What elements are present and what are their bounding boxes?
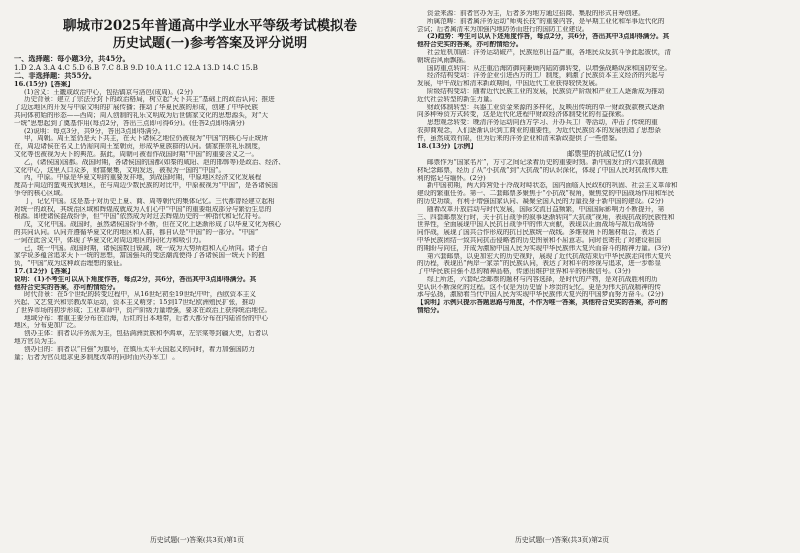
left-text-line: 二、非选择题：共55分。 <box>14 72 96 81</box>
left-text-line: 对统一的政权，其统治区域和辉煌成就成为人们心中“中国”的重要组成部分与繁衍生息的 <box>14 205 272 213</box>
right-text-line: 随着改革开放启动与时代发展，国际交流日益频繁，中国国际影响力不断提升，第 <box>427 205 665 213</box>
right-text-line: 新中国初期，两大阵营处于冷战对峙状态，国内面临人民政权的巩固、社会主义革命和 <box>427 182 678 190</box>
right-text-line: 第六套邮票，以更加宏大的历史视野，展现了近代抗战结束后中华民族走向伟大复兴 <box>427 252 671 260</box>
left-text-line: 兴起、文艺复兴和宗教改革运动，资本主义萌芽；15到17世纪欧洲殖民扩张，推动 <box>14 299 255 307</box>
right-text-line: 阶级结构变动：随着近代民族工业的发展，民族资产阶级和产业工人逐渐成为推动 <box>427 87 665 95</box>
left-column <box>14 14 406 361</box>
left-text-line: 16.(15分)【答案】 <box>14 80 74 88</box>
page-footer-left: 历史试题(一)答案(共3页)第1页 <box>150 536 245 544</box>
right-text-line: 的历史功绩，有利于增强国家认同、凝聚全国人民的力量投身于新中国的建设。(2分) <box>417 197 664 205</box>
right-text-line: 向多种筹资方式转变，这是近代化进程中财政经济体制变化的有益探索。 <box>417 111 628 119</box>
left-text-line: 度高于周边的蛮夷戎狄地区，在与周边少数民族的对比中，中原被视为“中国”，是各诸侯国 <box>14 182 278 190</box>
left-text-line: 17.(12分)【答案】 <box>14 267 74 275</box>
left-text-line: 时代背景：在5个世纪的转变过程中，从16世纪初至19世纪中叶，西欧资本主义 <box>24 291 256 299</box>
right-text-line: 承与弘扬，激励着当代中国人民为实现中华民族伟大复兴的中国梦而努力奋斗。(2分) <box>417 291 664 299</box>
right-column <box>417 10 792 315</box>
left-text-line: 创办目的：前者以“自强”为旗号，在镇压太平天国起义的同时，着力加强国防力 <box>24 345 255 353</box>
left-text-line: 负，“中国”成为这种政治理想的象征。 <box>14 260 127 268</box>
right-text-line: 世界性，全面展现中国人民抗日战争中的伟大贡献，表现以正面战场与敌后战场协 <box>417 221 655 229</box>
left-answer-body <box>14 55 406 361</box>
right-text-line: 所属范畴：前者属洋务运动“师夷长技”的重要内容，是早期工业化和军事近代化的 <box>427 17 665 25</box>
right-text-line: 情给分。 <box>417 307 444 315</box>
left-text-line: 文化等也被视为天下的典范。据此，周朝可被看作战国时期“中国”的重要含义之一。 <box>14 150 259 158</box>
right-text-line: 件，虽然成效有限，但为后来的洋务企业和清末新政提供了一些借鉴。 <box>417 134 622 142</box>
right-text-line: 同作战，展现了国共合作形成的抗日民族统一战线。多维视角下的题材组合，表达了 <box>417 229 661 237</box>
right-text-line: 朝统治风雨飘摇。 <box>417 56 470 64</box>
left-text-line: 地方官员为主。 <box>14 338 61 346</box>
right-text-line: 利的铭记与缅怀。(2分) <box>417 174 486 182</box>
page-footer-right: 历史试题(一)答案(共3页)第2页 <box>515 536 610 544</box>
left-text-line: 甲，周朝。周王室仍是天下共主，在天下诸侯之地位仍被视为“中国”的核心与正统所 <box>24 135 269 143</box>
right-text-line: 思想观念转变：晚清洋务运动向西方学习、开办兵工厂等活动，冲击了传统的重 <box>427 119 658 127</box>
left-text-line: 地区，分布更加广泛。 <box>14 322 80 330</box>
left-text-line: 他符合史实的答案，亦可酌情给分。 <box>14 283 120 291</box>
left-text-line: 争夺的核心区域。 <box>14 189 67 197</box>
left-text-line: 了世界市场的初步形成；工业革命中，资产阶级力量增强，要求在政治上获得统治地位。 <box>14 306 272 314</box>
right-text-line: 邮票里的抗战记忆(1分) <box>567 150 642 159</box>
left-text-line: 量；后者为官员追求更多制度改革的同时而兴办军工厂。 <box>14 353 179 361</box>
left-text-line: 的共同认同。认同并遵循华夏文化的地区和人群，都自认是“中国”的一部分。“中国” <box>14 228 259 236</box>
right-text-line: 18.(13分)【示例】 <box>417 142 477 150</box>
right-text-line: 材纪念邮票，经历了从“小抗战”到“大抗战”的认识深化，体现了中国人民对抗战伟大胜 <box>417 166 668 174</box>
right-text-line: 建设的繁重任务。第一、二套邮票多聚焦于“小抗战”视角，聚焦党的中国战场作用和军民 <box>417 190 675 198</box>
right-text-line: 农抑商观念，人们逐渐认识到工商业的重要性，为近代民族资本的发展创造了思想条 <box>417 126 661 134</box>
left-text-line: 丙，中原。中原是华夏文明的重要发祥地，到战国时期，中原地区经济文化发展程 <box>24 174 262 182</box>
left-text-line: 1.D 2.A 3.A 4.C 5.D 6.B 7.C 8.B 9.D 10.A 11.C 12.A 13.D 14.C 15.B <box>14 63 258 72</box>
left-text-line: 一、选择题：每小题3分，共45分。 <box>14 55 130 63</box>
left-text-line: 乙，(诸侯国)国都。战国时期，各诸侯国的国都(如秦的咸阳、赵的邯郸等)是政治、经济、 <box>24 158 285 166</box>
right-text-line: 近代社会转型的新生力量。 <box>417 95 497 103</box>
right-text-line: 财政体制转型：兵器工业资金来源的多样化，反映出传统的单一财政拨款模式逐渐 <box>427 103 665 111</box>
document-subtitle: 历史试题(一)参考答案及评分说明 <box>112 36 308 51</box>
right-text-line: 发展，甲午战后和清末新政期间，中国近代工业获得较快发展。 <box>417 80 602 88</box>
left-text-line: 丁，记忆中国。这是基于对历史上夏、商、周等朝代的集体记忆。三代都曾经建立起相 <box>24 197 275 205</box>
left-text-line: (2)说明：每点3分，共9分，答出3点即得满分。 <box>24 127 165 135</box>
left-text-line: 一词在此含义中，体现了华夏文化对周边地区的同化力和吸引力。 <box>14 236 206 244</box>
right-text-line: 他符合史实的答案，亦可酌情给分。 <box>417 41 523 49</box>
left-text-line: 了边远地区的开发与中原文明的扩展传播；推动了华夏民族的形成，创建了中华民族 <box>14 104 258 112</box>
right-text-line: 社会危机加剧：洋务运动破产，民族危机日益严重，各地民众反抗斗争此起彼伏，清 <box>427 48 671 56</box>
right-text-line: 了中华民族自强不息的精神品格，传递出维护世界和平的积极信号。(3分) <box>417 268 631 276</box>
left-text-line: 家学说多蕴含追求天下一统的思想，富国强兵的变法潮流使得了各诸侯国一统天下的抱 <box>14 252 265 260</box>
left-text-line: 说明：(1)不考生可以从下角度作答，每点2分，共6分，答出其中3点即得满分。其 <box>14 275 257 283</box>
right-text-line: 的历程，表现出“两岸一家亲”的民族认同，表达了对和平的珍视与追求，进一步彰显 <box>417 260 662 268</box>
right-text-line: 三、四套邮票发行时，关于抗日战争的叙事逐渐转向“大抗战”视角，表现抗战的民族性和 <box>417 213 675 221</box>
left-text-line: 戊，文化中国。战国时，虽然诸侯国纷争不断，但在文化上逐渐形成了以华夏文化为核心 <box>24 221 282 229</box>
right-text-line: 资金来源：前者官办为主，后者多为地方通过招商、集股的形式自筹创建。 <box>427 10 645 17</box>
left-text-line: 共同体初始的形态——西周；周人创制的礼乐文明成为后世儒家文化的思想源头，对“大 <box>14 111 268 119</box>
right-text-line: 综上所述，六套纪念邮票的题材与内容选择，是时代的产物，是对抗战胜利的历 <box>427 275 658 283</box>
right-text-line: 中华民族团结一致共同抗击侵略者的历史图景和不屈意志。同时也寄托了对建设祖国 <box>417 236 661 244</box>
left-text-line: 历史背景：建立了宗法分封下的政治格局，树立起“天下共主”基础上的政治认同；推进 <box>24 96 275 104</box>
left-text-line: 文化中心，这里人口众多，财富聚集，文明发达，被视为一国的“中国”。 <box>14 166 226 174</box>
right-text-line: 【说明】示例只提示答题思路与角度，不作为唯一答案，其他符合史实的答案，亦可酌 <box>417 299 668 307</box>
left-text-line: 在，周边诸侯在名义上仍需向周王室朝贡，形成华夏族群的认同。儒家推崇礼乐制度， <box>14 143 265 151</box>
right-text-line: 史认识不断深化的过程。这不仅是为历史留下珍贵的记忆，更是为伟大抗战精神的传 <box>417 283 661 291</box>
left-text-line: 根源。即使诸侯混战纷争，但“中国”依然成为对过去辉煌历史的一种指代和记忆符号。 <box>14 213 265 221</box>
right-answer-body <box>417 10 792 315</box>
right-text-line: 国防重点转向：从注重沿海防御向兼顾内陆防御转变，以增强战略纵深和国防安全。 <box>427 64 671 72</box>
left-text-line: 地域分布：着重主要分布在沿海，后红的日本地带，后者大都分布在内陆省份的中心 <box>24 314 268 322</box>
right-text-line: (2)趋势：考生可以从下述角度作答，每点2分，共6分，答出其中3点即得满分。其 <box>427 33 670 41</box>
right-text-line: 的期盼与向往，并成为激励中国人民为实现中华民族伟大复兴而奋斗的精神力量。(3分) <box>417 244 671 252</box>
right-text-line: 邮票作为“国家名片”，方寸之间记录着历史的重要时刻。新中国发行的六套抗战题 <box>427 158 665 166</box>
left-text-line: 一统”思想起到了奠基作用(每点2分，答出三点即可得6分)。(任答2点即得满分) <box>14 119 245 127</box>
right-text-line: 经济结构变动：洋务企业引进西方的工厂制度，刺激了民族资本主义经济的兴起与 <box>427 72 665 80</box>
left-text-line: 创办主体：前者以洋务派为主，包括满洲贵族和李鸿章，左宗棠等封疆大吏，后者以 <box>24 330 268 338</box>
right-text-line: 尝试；后者属清末为加强内地防务而进行的国防工业建设。 <box>417 25 589 33</box>
left-text-line: 己，统一中国。战国时期，诸侯国数目锐减，统一成为大势所趋和人心所向。诸子百 <box>24 244 268 252</box>
document-title: 聊城市2025年普通高中学业水平等级考试模拟卷 <box>62 18 358 34</box>
left-text-line: (1)含义：王畿或政治中心，包括镐京与洛邑(成周)。(2分) <box>24 88 193 96</box>
